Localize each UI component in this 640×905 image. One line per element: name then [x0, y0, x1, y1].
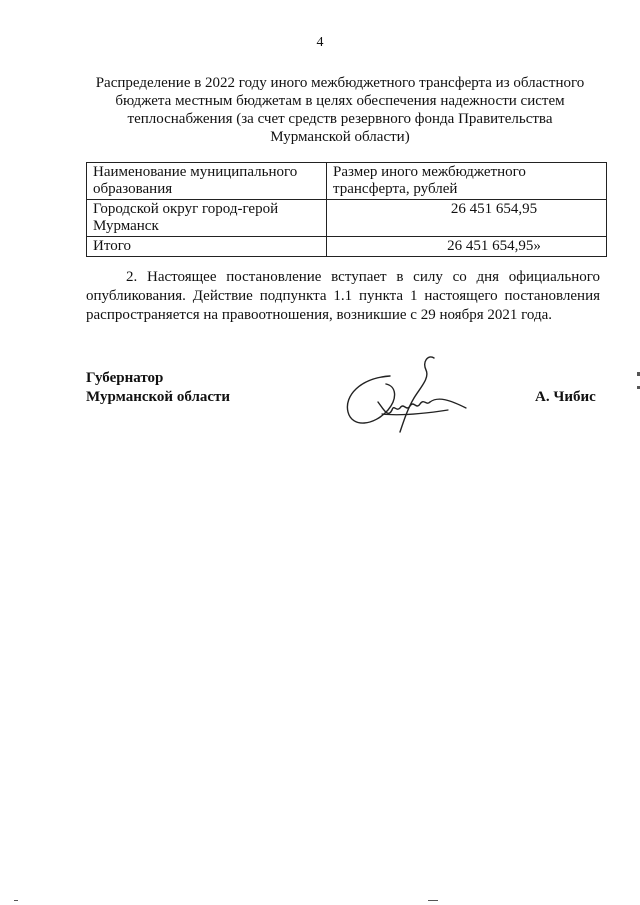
- table-total-row: [87, 237, 607, 257]
- column-header-municipality: Наименование муниципального образования: [87, 163, 327, 200]
- scan-artifact: [14, 900, 18, 901]
- signer-title: [86, 369, 230, 407]
- table-header-row: [87, 163, 607, 200]
- table-row: [87, 200, 607, 237]
- total-label-cell: Итого: [87, 237, 327, 257]
- scan-artifact: [428, 900, 438, 901]
- column-header-amount: Размер иного межбюджетного трансферта, рублей: [327, 163, 607, 200]
- transfer-table: [86, 162, 607, 257]
- handwritten-signature: [330, 340, 480, 450]
- heading-line: Распределение в 2022 году иного межбюджетного трансферта из областного: [95, 75, 585, 91]
- signer-name: А. Чибис: [535, 389, 596, 405]
- municipality-cell: Городской округ город-герой Мурманск: [87, 200, 327, 237]
- body-paragraph: 2. Настоящее постановление вступает в силу со дня официального опубликования. Действие подпункта 1.1 пункта 1 настоящего постановления распространяется на правоотношения, возникшие с 29 ноября 2021 года.: [86, 269, 600, 323]
- heading-line: теплоснабжения (за счет средств резервного фонда Правительства: [127, 111, 553, 127]
- heading-line: бюджета местным бюджетам в целях обеспечения надежности систем: [115, 93, 565, 109]
- signer-title-line: Мурманской области: [86, 389, 231, 405]
- document-heading: [80, 74, 600, 146]
- page-number: 4: [316, 35, 324, 50]
- total-amount-cell: 26 451 654,95»: [327, 237, 607, 257]
- signer-title-line: Губернатор: [86, 370, 164, 386]
- amount-cell: 26 451 654,95: [327, 200, 607, 237]
- heading-line: Мурманской области): [270, 129, 410, 145]
